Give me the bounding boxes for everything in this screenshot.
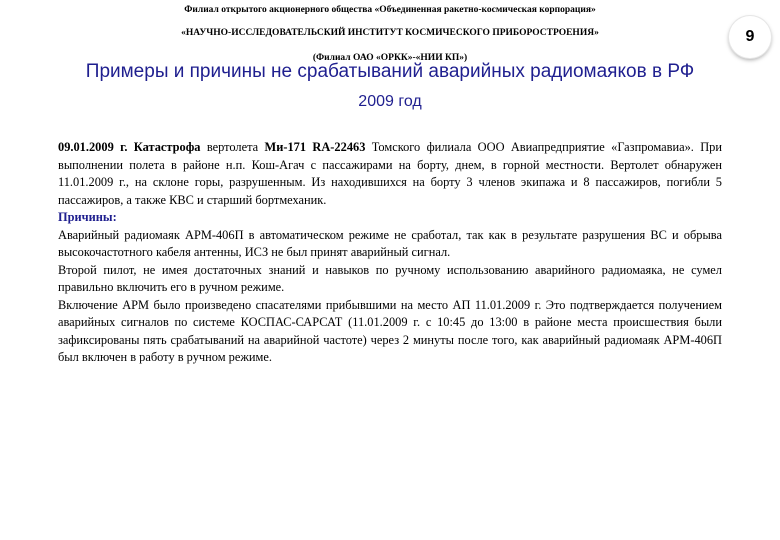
incident-content	[58, 139, 722, 367]
incident-aircraft: Ми-171 RA-22463	[264, 140, 366, 154]
page-number-badge: 9	[729, 16, 771, 58]
header-institute-line: «НАУЧНО-ИССЛЕДОВАТЕЛЬСКИЙ ИНСТИТУТ КОСМИЧЕСКОГО ПРИБОРОСТРОЕНИЯ»	[181, 28, 599, 38]
causes-label: Причины:	[58, 210, 117, 224]
incident-text-a: вертолета	[206, 140, 259, 154]
slide-title: Примеры и причины не срабатываний аварийных радиомаяков в РФ	[85, 61, 695, 82]
header-branch-line: (Филиал ОАО «ОРКК»-«НИИ КП»)	[312, 53, 468, 63]
incident-paragraph	[58, 139, 722, 209]
document-header	[0, 4, 780, 65]
incident-text-b: Томского филиала ООО Авиапредприятие «Газпромавиа». При выполнении полета в районе н.п. Кош-Агач с пассажирами на борту, днем, в горной местности. Вертолет обнаружен 11.01.2009 г., на склоне горы, разрушенным. Из находившихся на борту 3 членов экипажа и 8 пассажиров, погибли 5 пассажиров, а также КВС и старший бортмеханик.	[58, 140, 722, 207]
cause-paragraph-2: Второй пилот, не имея достаточных знаний и навыков по ручному использованию аварийного радиомаяка, не сумел правильно включить его в ручном режиме.	[58, 262, 722, 294]
cause-paragraph-1: Аварийный радиомаяк АРМ-406П в автоматическом режиме не сработал, так как в результате разрушения ВС и обрыва высокочастотного кабеля антенны, ИСЗ не был принят аварийный сигнал.	[58, 227, 722, 259]
slide-year: 2009 год	[358, 93, 422, 110]
incident-kind: Катастрофа	[133, 140, 201, 154]
incident-date: 09.01.2009 г.	[58, 140, 128, 154]
header-organization-line: Филиал открытого акционерного общества «Объединенная ракетно-космическая корпорация»	[184, 5, 596, 15]
cause-paragraph-3: Включение АРМ было произведено спасателями прибывшими на место АП 11.01.2009 г. Это подтверждается получением аварийных сигналов по системе КОСПАС-САРСАТ (11.01.2009 г. с 10:45 до 13:00 в районе места происшествия были зафиксированы пять срабатываний на аварийной частоте) через 2 минуты после того, как аварийный радиомаяк АРМ-406П был включен в работу в ручном режиме.	[58, 297, 722, 364]
